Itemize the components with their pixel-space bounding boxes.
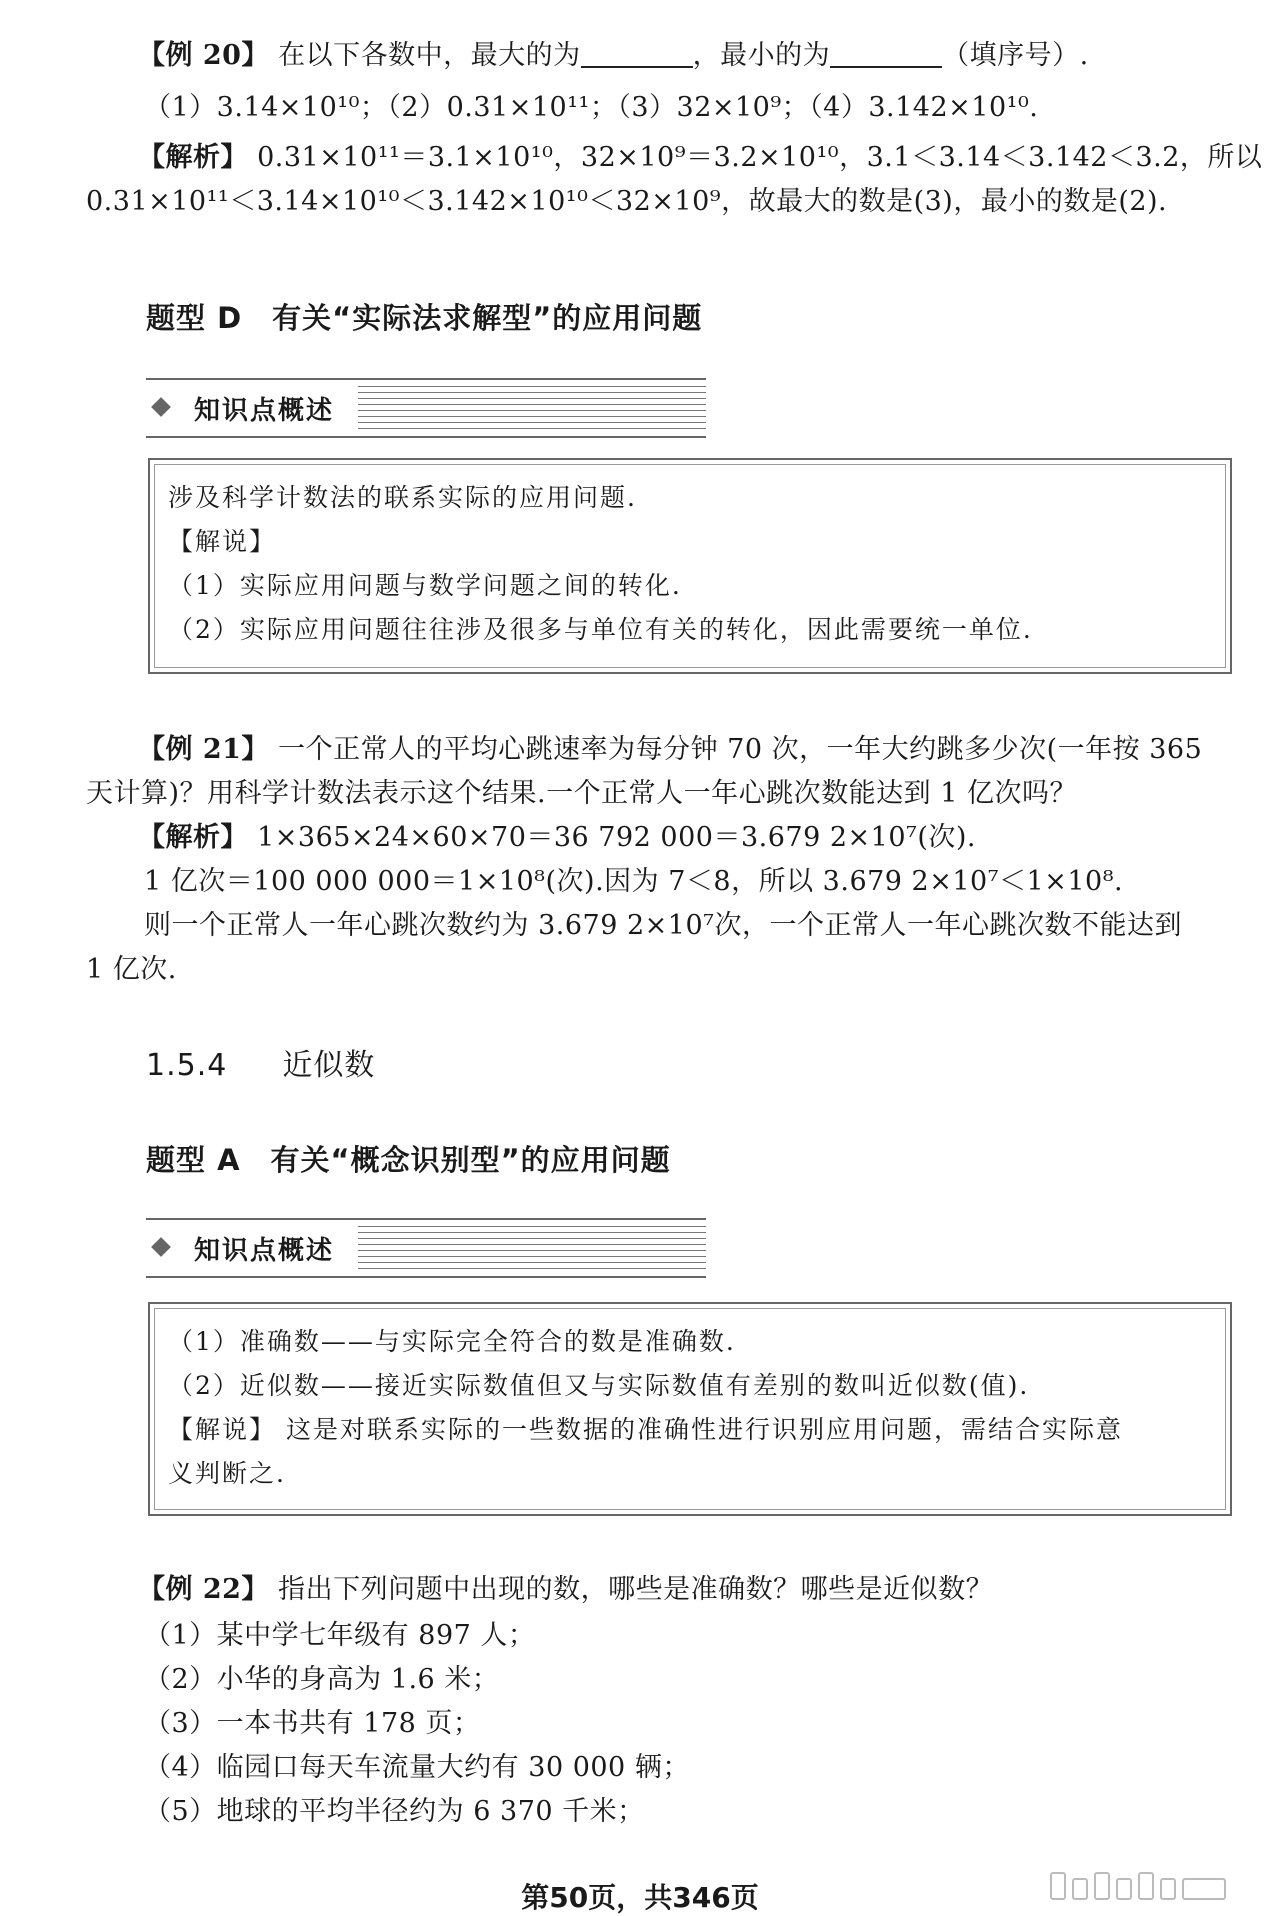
ex22-item: （4）临园口每天车流量大约有 30 000 辆； [144, 1752, 690, 1783]
ex22-item: （1）某中学七年级有 897 人； [144, 1620, 536, 1651]
knowledge-box-a-line: （1）准确数——与实际完全符合的数是准确数. [168, 1327, 736, 1356]
ex21-question-text1: 一个正常人的平均心跳速率为每分钟 70 次，一年大约跳多少次(一年按 365 [278, 734, 1203, 765]
ex21-label: 【例 21】 [138, 734, 269, 765]
ex22-item: （3）一本书共有 178 页； [144, 1708, 481, 1739]
ex20-options: （1）3.14×10¹⁰；（2）0.31×10¹¹；（3）32×10⁹；（4）3.142×10¹⁰. [144, 92, 1039, 123]
section-heading [146, 1040, 375, 1084]
knowledge-banner-d [146, 378, 706, 438]
ex20-question-part3: （填序号）. [942, 40, 1089, 71]
ex21-analysis-line2: 1 亿次＝100 000 000＝1×10⁸(次).因为 7＜8，所以 3.679 2×10⁷＜1×10⁸. [144, 866, 1124, 897]
answer-blank-max [581, 38, 693, 68]
ex22-item: （2）小华的身高为 1.6 米； [144, 1664, 500, 1695]
knowledge-banner-a [146, 1218, 706, 1278]
knowledge-box-a-line: 【解说】 这是对联系实际的一些数据的准确性进行识别应用问题，需结合实际意 [168, 1415, 1123, 1444]
ex21-analysis-line4: 1 亿次. [86, 954, 177, 985]
ex21-analysis-line1 [138, 818, 976, 858]
ex20-question-part2: ，最小的为 [692, 40, 831, 71]
section-number: 1.5.4 [146, 1048, 228, 1083]
type-d-heading: 题型 D 有关“实际法求解型”的应用问题 [146, 301, 703, 335]
knowledge-box-d-line: 涉及科学计数法的联系实际的应用问题. [168, 483, 637, 512]
ex20-analysis-label: 【解析】 [138, 142, 248, 173]
page-number-footer: 第50页，共346页 [521, 1881, 759, 1914]
ex20-analysis-line2: 0.31×10¹¹＜3.14×10¹⁰＜3.142×10¹⁰＜32×10⁹，故最大的数是(3)，最小的数是(2). [86, 186, 1168, 217]
knowledge-box-a-line: 义判断之. [168, 1459, 286, 1488]
knowledge-box-d-line: 【解说】 [168, 527, 277, 556]
knowledge-box-a-line: （2）近似数——接近实际数值但又与实际数值有差别的数叫近似数(值). [168, 1371, 1030, 1400]
section-title: 近似数 [282, 1048, 376, 1083]
ex22-label: 【例 22】 [138, 1574, 269, 1605]
knowledge-box-a [148, 1302, 1232, 1516]
knowledge-box-d-line: （2）实际应用问题往往涉及很多与单位有关的转化，因此需要统一单位. [168, 615, 1033, 644]
type-a-heading: 题型 A 有关“概念识别型”的应用问题 [146, 1143, 671, 1177]
ex21-analysis-line3: 则一个正常人一年心跳次数约为 3.679 2×10⁷次，一个正常人一年心跳次数不能达到 [144, 910, 1182, 941]
ex21-question-line1 [138, 730, 1202, 770]
watermark-icon [1050, 1872, 1240, 1898]
ex21-analysis-label: 【解析】 [138, 822, 248, 853]
ex22-question [138, 1570, 993, 1610]
answer-blank-min [830, 38, 942, 68]
ex20-question-part1: 在以下各数中，最大的为 [278, 40, 581, 71]
ex20-analysis-text1: 0.31×10¹¹＝3.1×10¹⁰，32×10⁹＝3.2×10¹⁰，3.1＜3.14＜3.142＜3.2，所以 [257, 142, 1263, 173]
knowledge-box-d-line: （1）实际应用问题与数学问题之间的转化. [168, 571, 682, 600]
ex20-question [138, 36, 1089, 76]
ex21-analysis-text1: 1×365×24×60×70＝36 792 000＝3.679 2×10⁷(次). [257, 822, 976, 853]
knowledge-box-d [148, 458, 1232, 674]
knowledge-banner-a-label: 知识点概述 [194, 1236, 335, 1266]
knowledge-banner-d-label: 知识点概述 [194, 396, 335, 426]
ex20-analysis-line1 [138, 138, 1262, 178]
ex21-question-line2: 天计算)？用科学计数法表示这个结果.一个正常人一年心跳次数能达到 1 亿次吗？ [86, 778, 1077, 809]
ex22-question-text: 指出下列问题中出现的数，哪些是准确数？哪些是近似数？ [278, 1574, 994, 1605]
ex22-item: （5）地球的平均半径约为 6 370 千米； [144, 1796, 645, 1827]
ex20-label: 【例 20】 [138, 40, 269, 71]
diamond-icon [151, 1237, 171, 1257]
diamond-icon [151, 397, 171, 417]
